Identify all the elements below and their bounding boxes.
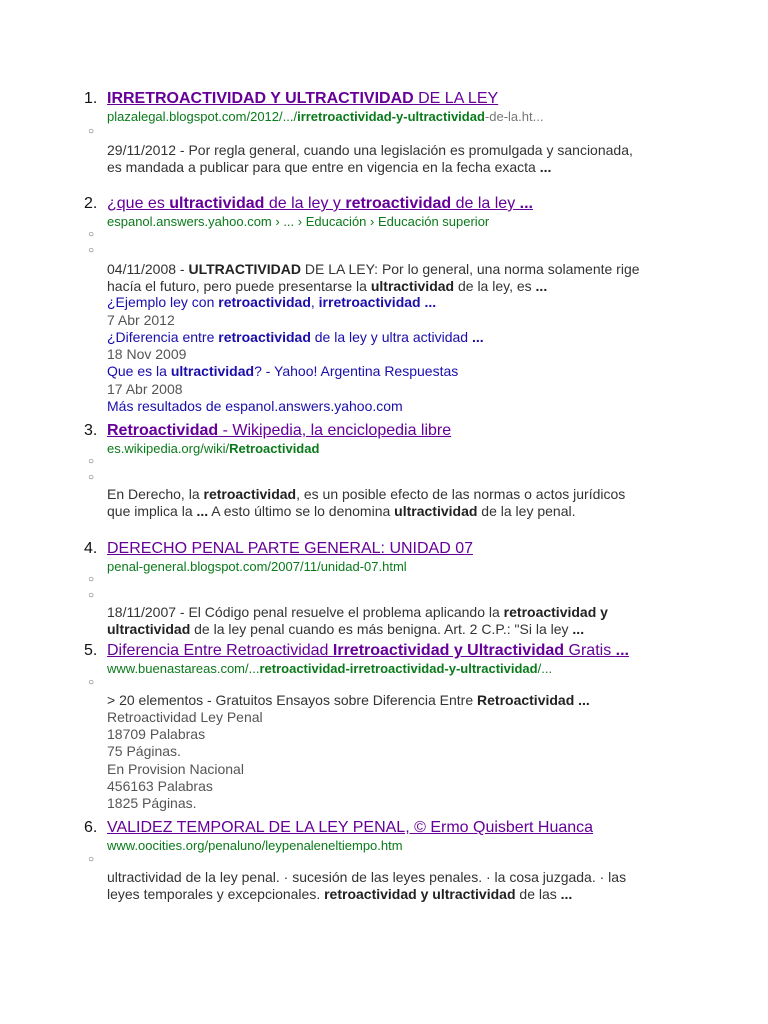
bullet-icon: ○ <box>88 854 95 865</box>
result-url: plazalegal.blogspot.com/2012/.../irretroactividad-y-ultractividad-de-la.ht... <box>107 109 544 124</box>
bullet-icon: ○ <box>88 677 95 688</box>
sub-result-date: 17 Abr 2008 <box>107 381 183 397</box>
bullet-icon: ○ <box>88 472 95 483</box>
table-row: En Provision Nacional <box>107 761 244 777</box>
bullet-icon: ○ <box>88 456 95 467</box>
sub-result-link[interactable]: Que es la ultractividad? - Yahoo! Argentina Respuestas <box>107 363 459 379</box>
more-results-link[interactable]: Más resultados de espanol.answers.yahoo.com <box>107 398 403 414</box>
result-url: espanol.answers.yahoo.com › ... › Educación › Educación superior <box>107 214 490 229</box>
sub-result-date: 7 Abr 2012 <box>107 312 175 328</box>
table-row: 75 Páginas. <box>107 743 181 759</box>
result-url: penal-general.blogspot.com/2007/11/unidad-07.html <box>107 559 407 574</box>
sub-result-date: 18 Nov 2009 <box>107 346 187 362</box>
result-number: 1. <box>84 90 98 107</box>
bullet-icon: ○ <box>88 229 95 240</box>
result-snippet: En Derecho, la retroactividad, es un posible efecto de las normas o actos jurídicos que implica la ... A esto último se lo denomina ultractividad de la ley penal. <box>107 486 626 519</box>
result-url: www.oocities.org/penaluno/leypenaleneltiempo.htm <box>107 838 403 853</box>
result-title-link[interactable]: DERECHO PENAL PARTE GENERAL: UNIDAD 07 <box>107 540 474 557</box>
result-title-link[interactable]: IRRETROACTIVIDAD Y ULTRACTIVIDAD DE LA LEY <box>107 90 499 107</box>
bullet-icon: ○ <box>88 245 95 256</box>
bullet-icon: ○ <box>88 590 95 601</box>
table-row: 18709 Palabras <box>107 726 206 742</box>
result-url: es.wikipedia.org/wiki/Retroactividad <box>107 441 320 456</box>
result-number: 4. <box>84 540 98 557</box>
sub-result-link[interactable]: ¿Diferencia entre retroactividad de la ley y ultra actividad ... <box>107 329 484 345</box>
result-url: www.buenastareas.com/...retroactividad-irretroactividad-y-ultractividad/... <box>107 661 553 676</box>
bullet-icon: ○ <box>88 574 95 585</box>
result-title-link[interactable]: Retroactividad - Wikipedia, la enciclopedia libre <box>107 422 452 439</box>
result-title-link[interactable]: ¿que es ultractividad de la ley y retroactividad de la ley ... <box>107 195 533 212</box>
result-number: 2. <box>84 195 98 212</box>
result-snippet: 18/11/2007 - El Código penal resuelve el problema aplicando la retroactividad y ultractividad de la ley penal cuando es más benigna. Art. 2 C.P.: "Si la ley ... <box>107 604 608 637</box>
table-row: 1825 Páginas. <box>107 795 197 811</box>
result-title-link[interactable]: Diferencia Entre Retroactividad Irretroactividad y Ultractividad Gratis ... <box>107 642 629 659</box>
result-snippet: ultractividad de la ley penal. · sucesión de las leyes penales. · la cosa juzgada. · las leyes temporales y excepcionales. retroactividad y ultractividad de las ... <box>107 869 627 902</box>
bullet-icon: ○ <box>88 126 95 137</box>
result-snippet: 29/11/2012 - Por regla general, cuando una legislación es promulgada y sancionada, es mandada a publicar para que entre en vigencia en la fecha exacta ... <box>107 142 633 175</box>
result-snippet: 04/11/2008 - ULTRACTIVIDAD DE LA LEY: Por lo general, una norma solamente rige hacía el futuro, pero puede presentarse la ultractividad de la ley, es ... <box>107 261 640 294</box>
result-number: 6. <box>84 819 98 836</box>
table-row: 456163 Palabras <box>107 778 213 794</box>
sub-result-link[interactable]: ¿Ejemplo ley con retroactividad, irretroactividad ... <box>107 294 437 310</box>
result-number: 3. <box>84 422 98 439</box>
table-row: Retroactividad Ley Penal <box>107 709 263 725</box>
result-title-link[interactable]: VALIDEZ TEMPORAL DE LA LEY PENAL, © Ermo Quisbert Huanca <box>107 819 594 836</box>
result-number: 5. <box>84 642 98 659</box>
result-snippet: > 20 elementos - Gratuitos Ensayos sobre Diferencia Entre Retroactividad ... <box>107 692 590 708</box>
